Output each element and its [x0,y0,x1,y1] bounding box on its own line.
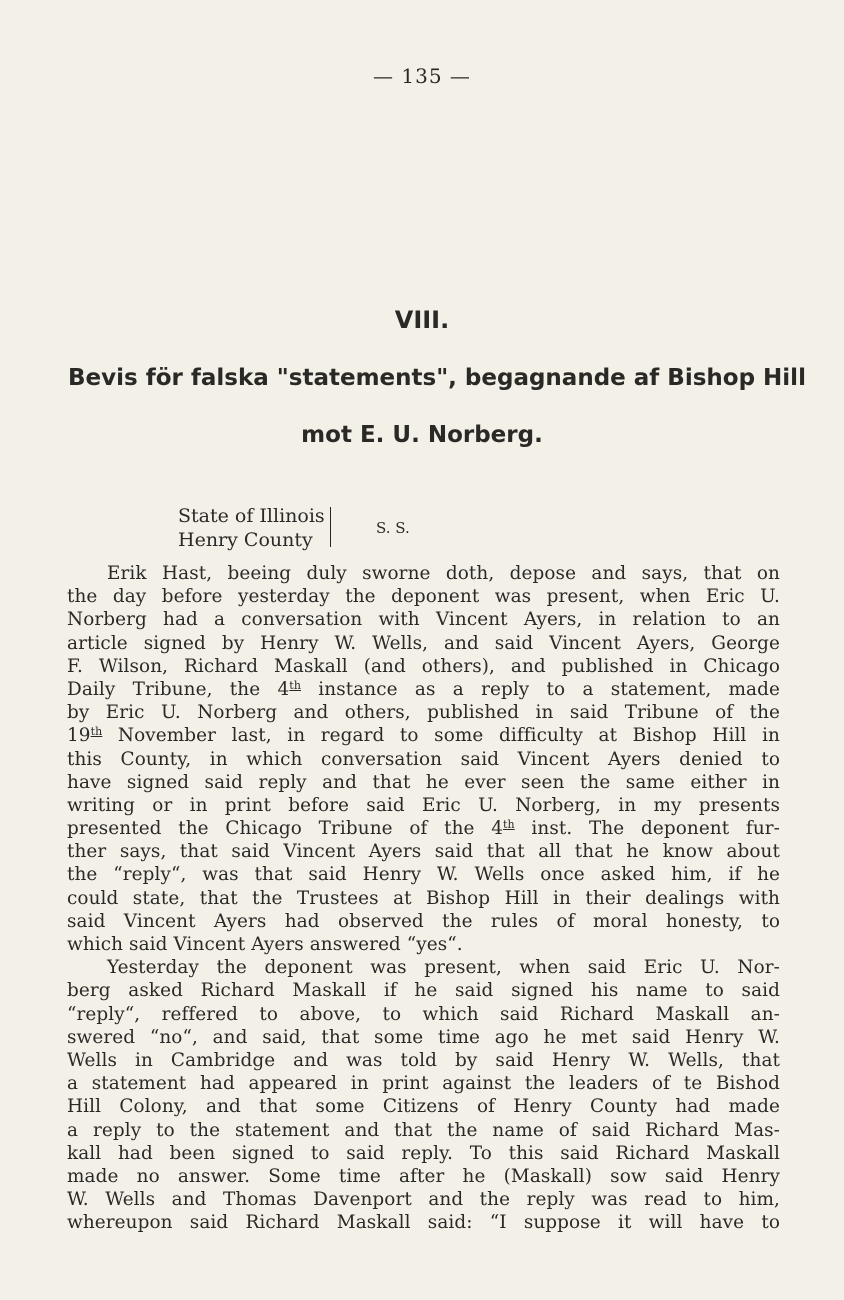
body-line: which said Vincent Ayers answered “yes“. [67,934,463,955]
body-line: Norberg had a conversation with Vincent Ayers, in relation to an [67,609,780,631]
page-number: — 135 — [373,64,471,88]
body-line: this County, in which conversation said Vincent Ayers denied to [67,748,780,770]
body-line: said Vincent Ayers had observed the rules of moral honesty, to [67,910,780,932]
body-line: berg asked Richard Maskall if he said signed his name to said [67,980,780,1002]
body-line: W. Wells and Thomas Davenport and the reply was read to him, [67,1189,780,1211]
section-title-line-2: mot E. U. Norberg. [301,422,543,448]
body-line: have signed said reply and that he ever seen the same either in [67,771,780,793]
body-line: a reply to the statement and that the name of said Richard Mas- [67,1119,780,1141]
body-line: 19th November last, in regard to some difficulty at Bishop Hill in [67,725,780,747]
body-line: kall had been signed to said reply. To this said Richard Maskall [67,1142,780,1164]
body-line: F. Wilson, Richard Maskall (and others), and published in Chicago [67,655,780,677]
section-title-line-1: Bevis för falska "statements", begagnande af Bishop Hill [68,365,806,391]
venue-brace [330,507,337,547]
body-line: writing or in print before said Eric U. Norberg, in my presents [67,794,780,816]
body-line: Wells in Cambridge and was told by said Henry W. Wells, that [67,1049,780,1071]
chapter-heading: VIII. [394,306,450,334]
body-line: could state, that the Trustees at Bishop Hill in their dealings with [67,887,780,909]
venue-county: Henry County [178,529,313,551]
body-line: swered “no“, and said, that some time ago he met said Henry W. [67,1026,780,1048]
body-line: Daily Tribune, the 4th instance as a reply to a statement, made [67,678,780,700]
body-line: Hill Colony, and that some Citizens of Henry County had made [67,1096,780,1118]
body-line: whereupon said Richard Maskall said: “I suppose it will have to [67,1212,780,1234]
body-line: by Eric U. Norberg and others, published in said Tribune of the [67,702,780,724]
venue-state: State of Illinois [178,505,325,527]
body-line: the “reply“, was that said Henry W. Wells once asked him, if he [67,864,780,886]
body-line: the day before yesterday the deponent was present, when Eric U. [67,586,780,608]
body-line: Erik Hast, beeing duly sworne doth, depose and says, that on [107,563,780,584]
body-line: a statement had appeared in print against the leaders of te Bishod [67,1073,780,1095]
venue-ss: S. S. [376,519,410,537]
body-line: made no answer. Some time after he (Maskall) sow said Henry [67,1165,780,1187]
body-line: “reply“, reffered to above, to which said Richard Maskall an- [67,1003,780,1025]
affidavit-body [67,562,780,1234]
body-line: article signed by Henry W. Wells, and said Vincent Ayers, George [67,632,780,654]
body-line: Yesterday the deponent was present, when said Eric U. Nor- [107,957,780,979]
body-line: presented the Chicago Tribune of the 4th inst. The deponent fur- [67,818,780,840]
venue-block [178,504,410,552]
body-line: ther says, that said Vincent Ayers said that all that he know about [67,841,780,863]
